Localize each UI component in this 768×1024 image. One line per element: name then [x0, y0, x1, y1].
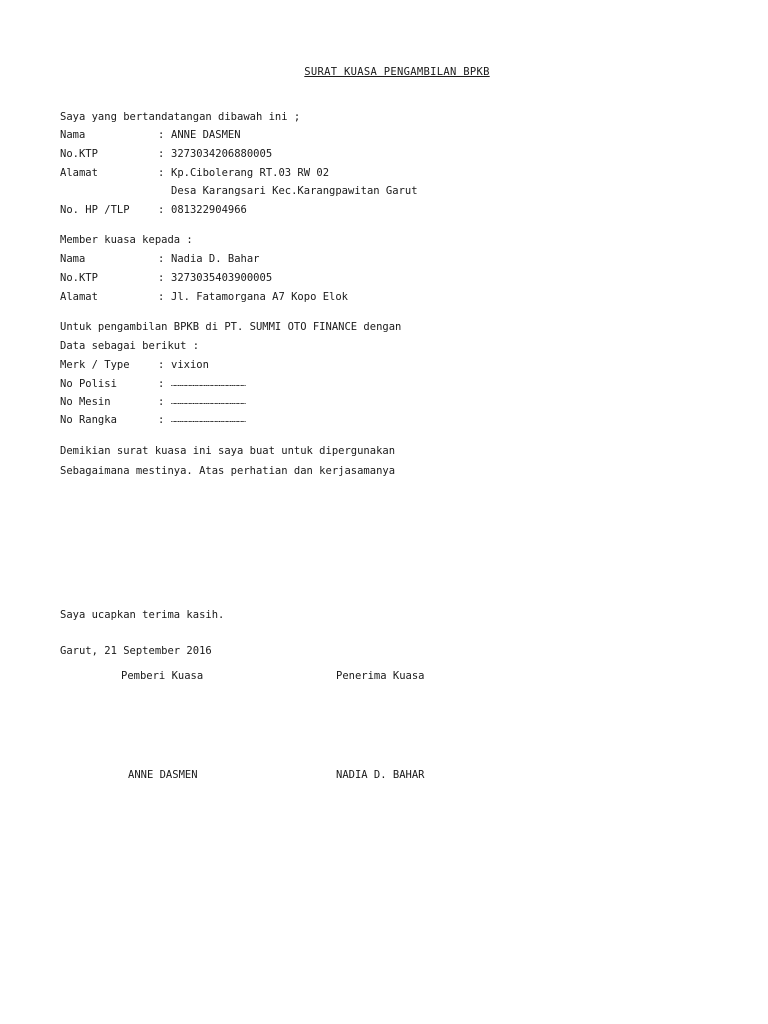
thanks-text: Saya ucapkan terima kasih. [60, 609, 225, 621]
blank-dotted-field: …………………………………………………… [171, 398, 246, 406]
field-colon: : [158, 129, 165, 141]
merk-row [60, 358, 209, 372]
closing-text-continued: Sebagaimana mestinya. Atas perhatian dan kerjasamanya [60, 465, 396, 477]
field-label: No.KTP [60, 272, 98, 284]
pemberi-ktp-row [60, 147, 272, 161]
place-date: Garut, 21 September 2016 [60, 645, 212, 657]
document-title: SURAT KUASA PENGAMBILAN BPKB [304, 66, 490, 78]
field-colon: : [158, 378, 165, 390]
blank-dotted-field: …………………………………………………… [171, 380, 246, 388]
penerima-alamat-row [60, 290, 348, 304]
kuasa-heading: Member kuasa kepada : [60, 234, 193, 246]
field-colon: : [158, 396, 165, 408]
field-label: No Polisi [60, 378, 117, 390]
rangka-row [60, 413, 245, 427]
field-value: vixion [171, 359, 209, 371]
field-value: ANNE DASMEN [171, 129, 241, 141]
field-value: Jl. Fatamorgana A7 Kopo Elok [171, 291, 349, 303]
field-label: Merk / Type [60, 359, 130, 371]
field-value: 3273035403900005 [171, 272, 273, 284]
closing-text: Demikian surat kuasa ini saya buat untuk dipergunakan [60, 445, 396, 457]
field-label: Nama [60, 253, 86, 265]
field-colon: : [158, 359, 165, 371]
pemberi-hp-row [60, 203, 247, 217]
pemberi-nama-row [60, 128, 241, 142]
field-colon: : [158, 167, 165, 179]
pemberi-alamat-row [60, 166, 329, 180]
field-colon: : [158, 204, 165, 216]
blank-dotted-field: …………………………………………………… [171, 416, 246, 424]
penerima-nama-row [60, 252, 260, 266]
purpose-text: Untuk pengambilan BPKB di PT. SUMMI OTO FINANCE dengan [60, 321, 402, 333]
purpose-text-continued: Data sebagai berikut : [60, 340, 200, 352]
pemberi-kuasa-label: Pemberi Kuasa [121, 670, 204, 682]
pemberi-alamat-continued: Desa Karangsari Kec.Karangpawitan Garut [171, 185, 418, 197]
field-colon: : [158, 414, 165, 426]
field-label: Alamat [60, 291, 98, 303]
field-label: Nama [60, 129, 86, 141]
field-value: 3273034206880005 [171, 148, 273, 160]
penerima-kuasa-name: NADIA D. BAHAR [336, 769, 425, 781]
field-value: 081322904966 [171, 204, 247, 216]
field-label: No. HP /TLP [60, 204, 130, 216]
field-value: Kp.Cibolerang RT.03 RW 02 [171, 167, 330, 179]
penerima-ktp-row [60, 271, 272, 285]
penerima-kuasa-label: Penerima Kuasa [336, 670, 425, 682]
field-colon: : [158, 291, 165, 303]
field-label: No.KTP [60, 148, 98, 160]
field-value: Nadia D. Bahar [171, 253, 260, 265]
field-label: No Mesin [60, 396, 111, 408]
field-colon: : [158, 253, 165, 265]
field-colon: : [158, 148, 165, 160]
field-colon: : [158, 272, 165, 284]
pemberi-kuasa-name: ANNE DASMEN [128, 769, 198, 781]
field-label: Alamat [60, 167, 98, 179]
polisi-row [60, 377, 245, 391]
mesin-row [60, 395, 245, 409]
intro-text: Saya yang bertandatangan dibawah ini ; [60, 111, 301, 123]
field-label: No Rangka [60, 414, 117, 426]
